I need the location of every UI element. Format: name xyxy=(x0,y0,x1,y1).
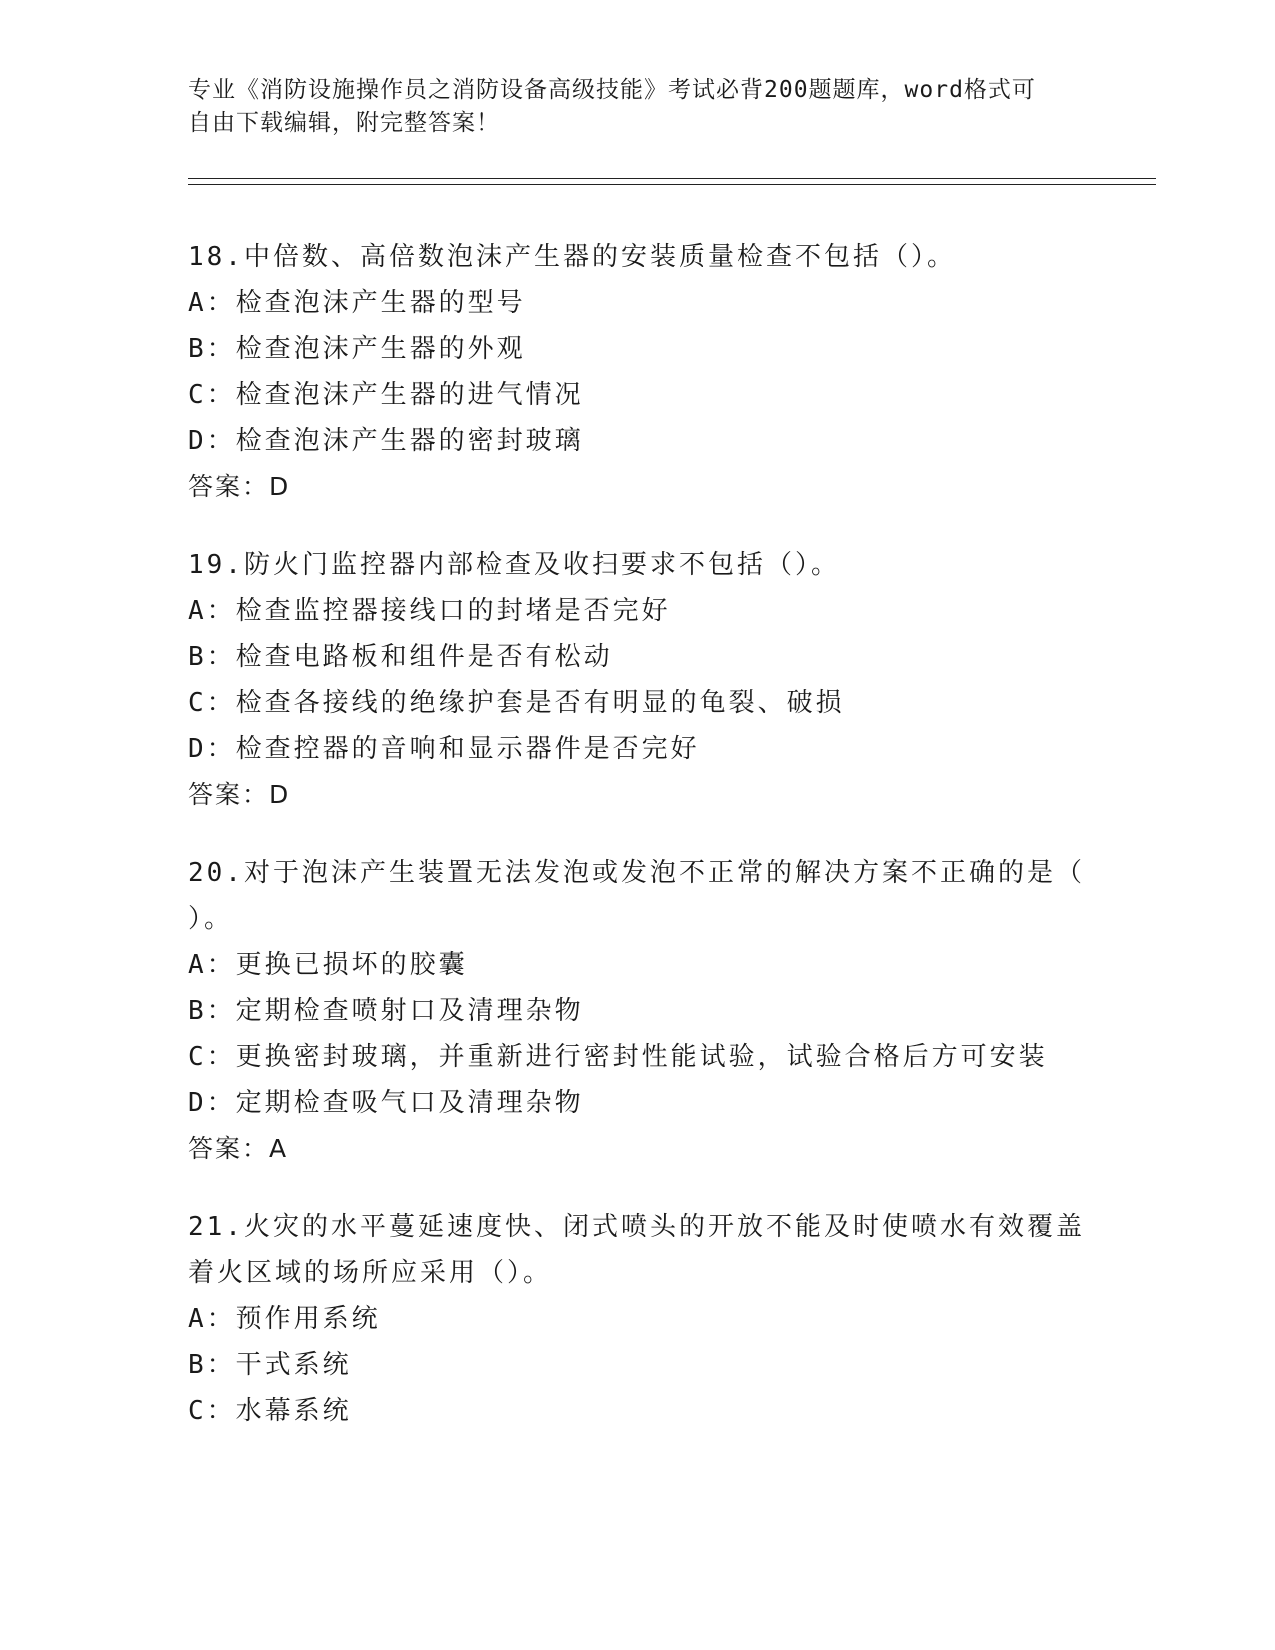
question-stem: 20.对于泡沫产生装置无法发泡或发泡不正常的解决方案不正确的是（ xyxy=(188,858,1085,888)
option-a: A：检查监控器接线口的封堵是否完好 xyxy=(188,596,671,626)
question-21 xyxy=(188,1204,1088,1434)
question-20 xyxy=(188,850,1088,1172)
option-c: C：水幕系统 xyxy=(188,1396,352,1426)
document-header xyxy=(188,74,1088,140)
option-b: B：检查泡沫产生器的外观 xyxy=(188,334,526,364)
header-line-1: 专业《消防设施操作员之消防设备高级技能》考试必背200题题库，word格式可 xyxy=(188,77,1036,103)
question-stem: 21.火灾的水平蔓延速度快、闭式喷头的开放不能及时使喷水有效覆盖 xyxy=(188,1212,1085,1242)
answer-key: 答案：A xyxy=(188,1134,289,1163)
option-b: B：定期检查喷射口及清理杂物 xyxy=(188,996,584,1026)
header-line-2: 自由下载编辑，附完整答案！ xyxy=(188,110,500,136)
option-b: B：检查电路板和组件是否有松动 xyxy=(188,642,613,672)
question-stem: 18.中倍数、高倍数泡沫产生器的安装质量检查不包括（）。 xyxy=(188,242,956,272)
answer-key: 答案：D xyxy=(188,472,291,501)
question-18 xyxy=(188,234,1088,510)
option-d: D：检查控器的音响和显示器件是否完好 xyxy=(188,734,700,764)
option-a: A：预作用系统 xyxy=(188,1304,381,1334)
answer-key: 答案：D xyxy=(188,780,291,809)
option-a: A：检查泡沫产生器的型号 xyxy=(188,288,526,318)
option-b: B：干式系统 xyxy=(188,1350,352,1380)
option-c: C：检查各接线的绝缘护套是否有明显的龟裂、破损 xyxy=(188,688,845,718)
option-a: A：更换已损坏的胶囊 xyxy=(188,950,468,980)
option-d: D：检查泡沫产生器的密封玻璃 xyxy=(188,426,584,456)
question-stem: 19.防火门监控器内部检查及收扫要求不包括（）。 xyxy=(188,550,840,580)
option-d: D：定期检查吸气口及清理杂物 xyxy=(188,1088,584,1118)
question-19 xyxy=(188,542,1088,818)
question-stem-continued: 着火区域的场所应采用（）。 xyxy=(188,1258,553,1288)
question-list xyxy=(188,234,1088,1466)
option-c: C：检查泡沫产生器的进气情况 xyxy=(188,380,584,410)
header-divider xyxy=(188,178,1156,185)
question-stem-continued: ）。 xyxy=(188,904,234,934)
option-c: C：更换密封玻璃，并重新进行密封性能试验，试验合格后方可安装 xyxy=(188,1042,1048,1072)
